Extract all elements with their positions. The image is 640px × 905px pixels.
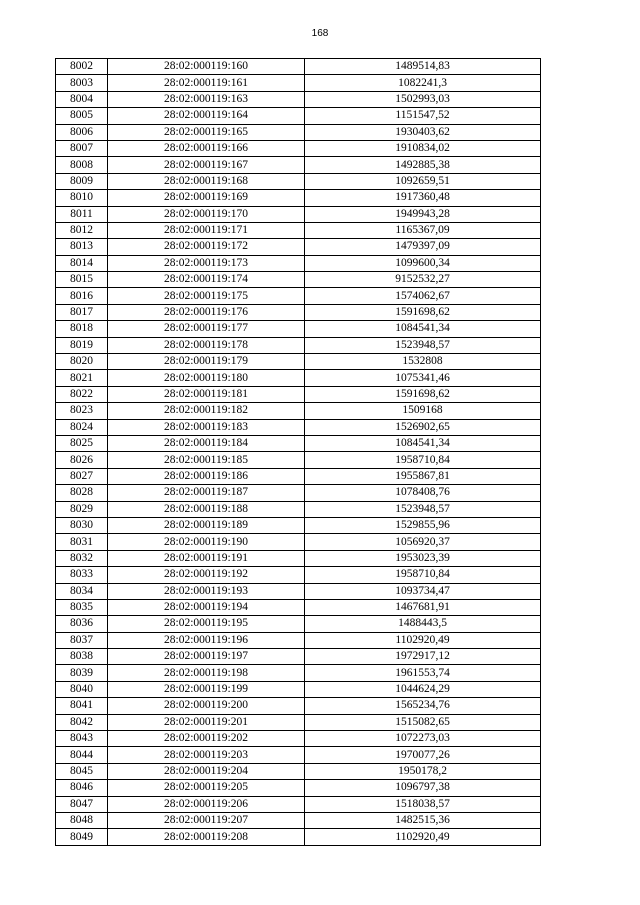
table-row	[56, 435, 541, 451]
row-number-cell: 8013	[56, 239, 108, 255]
value-cell: 1972917,12	[305, 649, 541, 665]
table-row	[56, 534, 541, 550]
row-number-cell: 8009	[56, 173, 108, 189]
row-number-cell: 8012	[56, 222, 108, 238]
value-cell: 1492885,38	[305, 157, 541, 173]
cadastral-number-cell: 28:02:000119:173	[108, 255, 305, 271]
cadastral-number-cell: 28:02:000119:192	[108, 567, 305, 583]
table-row	[56, 419, 541, 435]
table-row	[56, 665, 541, 681]
value-cell: 1591698,62	[305, 386, 541, 402]
value-cell: 1165367,09	[305, 222, 541, 238]
value-cell: 1532808	[305, 354, 541, 370]
cadastral-number-cell: 28:02:000119:195	[108, 616, 305, 632]
row-number-cell: 8036	[56, 616, 108, 632]
table-row	[56, 75, 541, 91]
cadastral-number-cell: 28:02:000119:206	[108, 796, 305, 812]
row-number-cell: 8031	[56, 534, 108, 550]
cadastral-number-cell: 28:02:000119:169	[108, 190, 305, 206]
cadastral-number-cell: 28:02:000119:202	[108, 731, 305, 747]
cadastral-number-cell: 28:02:000119:183	[108, 419, 305, 435]
value-cell: 9152532,27	[305, 272, 541, 288]
table-row	[56, 649, 541, 665]
cadastral-number-cell: 28:02:000119:175	[108, 288, 305, 304]
row-number-cell: 8005	[56, 108, 108, 124]
value-cell: 1950178,2	[305, 763, 541, 779]
row-number-cell: 8037	[56, 632, 108, 648]
table-row	[56, 321, 541, 337]
value-cell: 1523948,57	[305, 337, 541, 353]
cadastral-number-cell: 28:02:000119:174	[108, 272, 305, 288]
cadastral-number-cell: 28:02:000119:194	[108, 599, 305, 615]
value-cell: 1482515,36	[305, 812, 541, 828]
table-row	[56, 616, 541, 632]
value-cell: 1515082,65	[305, 714, 541, 730]
cadastral-number-cell: 28:02:000119:204	[108, 763, 305, 779]
cadastral-number-cell: 28:02:000119:180	[108, 370, 305, 386]
row-number-cell: 8046	[56, 780, 108, 796]
value-cell: 1479397,09	[305, 239, 541, 255]
cadastral-number-cell: 28:02:000119:170	[108, 206, 305, 222]
value-cell: 1529855,96	[305, 517, 541, 533]
cadastral-number-cell: 28:02:000119:160	[108, 59, 305, 75]
value-cell: 1084541,34	[305, 321, 541, 337]
value-cell: 1565234,76	[305, 698, 541, 714]
cadastral-number-cell: 28:02:000119:203	[108, 747, 305, 763]
row-number-cell: 8040	[56, 681, 108, 697]
value-cell: 1958710,84	[305, 452, 541, 468]
table-row	[56, 583, 541, 599]
value-cell: 1509168	[305, 403, 541, 419]
table-row	[56, 304, 541, 320]
row-number-cell: 8015	[56, 272, 108, 288]
table-row	[56, 59, 541, 75]
row-number-cell: 8048	[56, 812, 108, 828]
table-row	[56, 370, 541, 386]
cadastral-number-cell: 28:02:000119:199	[108, 681, 305, 697]
cadastral-number-cell: 28:02:000119:172	[108, 239, 305, 255]
value-cell: 1955867,81	[305, 468, 541, 484]
row-number-cell: 8041	[56, 698, 108, 714]
cadastral-number-cell: 28:02:000119:168	[108, 173, 305, 189]
value-cell: 1953023,39	[305, 550, 541, 566]
parcel-table	[55, 58, 541, 846]
row-number-cell: 8007	[56, 140, 108, 156]
value-cell: 1075341,46	[305, 370, 541, 386]
value-cell: 1056920,37	[305, 534, 541, 550]
table-row	[56, 501, 541, 517]
cadastral-number-cell: 28:02:000119:163	[108, 91, 305, 107]
table-row	[56, 731, 541, 747]
cadastral-number-cell: 28:02:000119:201	[108, 714, 305, 730]
table-body	[56, 59, 541, 846]
row-number-cell: 8023	[56, 403, 108, 419]
row-number-cell: 8034	[56, 583, 108, 599]
row-number-cell: 8016	[56, 288, 108, 304]
cadastral-number-cell: 28:02:000119:184	[108, 435, 305, 451]
cadastral-number-cell: 28:02:000119:161	[108, 75, 305, 91]
row-number-cell: 8010	[56, 190, 108, 206]
table-row	[56, 386, 541, 402]
row-number-cell: 8019	[56, 337, 108, 353]
value-cell: 1102920,49	[305, 632, 541, 648]
value-cell: 1961553,74	[305, 665, 541, 681]
table-row	[56, 206, 541, 222]
row-number-cell: 8018	[56, 321, 108, 337]
table-row	[56, 272, 541, 288]
value-cell: 1523948,57	[305, 501, 541, 517]
row-number-cell: 8047	[56, 796, 108, 812]
table-row	[56, 337, 541, 353]
value-cell: 1910834,02	[305, 140, 541, 156]
cadastral-number-cell: 28:02:000119:191	[108, 550, 305, 566]
table-row	[56, 632, 541, 648]
row-number-cell: 8004	[56, 91, 108, 107]
row-number-cell: 8026	[56, 452, 108, 468]
table-row	[56, 124, 541, 140]
cadastral-number-cell: 28:02:000119:193	[108, 583, 305, 599]
cadastral-number-cell: 28:02:000119:165	[108, 124, 305, 140]
row-number-cell: 8024	[56, 419, 108, 435]
value-cell: 1096797,38	[305, 780, 541, 796]
row-number-cell: 8025	[56, 435, 108, 451]
row-number-cell: 8044	[56, 747, 108, 763]
cadastral-number-cell: 28:02:000119:197	[108, 649, 305, 665]
table-row	[56, 517, 541, 533]
value-cell: 1093734,47	[305, 583, 541, 599]
table-row	[56, 485, 541, 501]
cadastral-number-cell: 28:02:000119:187	[108, 485, 305, 501]
table-row	[56, 239, 541, 255]
cadastral-number-cell: 28:02:000119:188	[108, 501, 305, 517]
row-number-cell: 8049	[56, 829, 108, 845]
table-row	[56, 567, 541, 583]
table-row	[56, 403, 541, 419]
table-row	[56, 812, 541, 828]
table-row	[56, 354, 541, 370]
cadastral-number-cell: 28:02:000119:166	[108, 140, 305, 156]
cadastral-number-cell: 28:02:000119:182	[108, 403, 305, 419]
row-number-cell: 8020	[56, 354, 108, 370]
row-number-cell: 8039	[56, 665, 108, 681]
value-cell: 1151547,52	[305, 108, 541, 124]
row-number-cell: 8003	[56, 75, 108, 91]
row-number-cell: 8045	[56, 763, 108, 779]
row-number-cell: 8043	[56, 731, 108, 747]
table-row	[56, 763, 541, 779]
cadastral-number-cell: 28:02:000119:171	[108, 222, 305, 238]
table-row	[56, 190, 541, 206]
table-row	[56, 108, 541, 124]
value-cell: 1072273,03	[305, 731, 541, 747]
row-number-cell: 8017	[56, 304, 108, 320]
row-number-cell: 8042	[56, 714, 108, 730]
row-number-cell: 8006	[56, 124, 108, 140]
cadastral-number-cell: 28:02:000119:178	[108, 337, 305, 353]
cadastral-number-cell: 28:02:000119:176	[108, 304, 305, 320]
table-row	[56, 173, 541, 189]
table-row	[56, 91, 541, 107]
row-number-cell: 8029	[56, 501, 108, 517]
row-number-cell: 8002	[56, 59, 108, 75]
value-cell: 1082241,3	[305, 75, 541, 91]
value-cell: 1949943,28	[305, 206, 541, 222]
row-number-cell: 8014	[56, 255, 108, 271]
value-cell: 1591698,62	[305, 304, 541, 320]
row-number-cell: 8033	[56, 567, 108, 583]
value-cell: 1917360,48	[305, 190, 541, 206]
table-row	[56, 829, 541, 845]
cadastral-number-cell: 28:02:000119:189	[108, 517, 305, 533]
row-number-cell: 8038	[56, 649, 108, 665]
table-row	[56, 255, 541, 271]
row-number-cell: 8027	[56, 468, 108, 484]
cadastral-number-cell: 28:02:000119:181	[108, 386, 305, 402]
cadastral-number-cell: 28:02:000119:179	[108, 354, 305, 370]
table-row	[56, 796, 541, 812]
cadastral-number-cell: 28:02:000119:185	[108, 452, 305, 468]
table-row	[56, 140, 541, 156]
value-cell: 1930403,62	[305, 124, 541, 140]
table-row	[56, 698, 541, 714]
value-cell: 1488443,5	[305, 616, 541, 632]
table-row	[56, 747, 541, 763]
table-row	[56, 452, 541, 468]
table-row	[56, 222, 541, 238]
value-cell: 1467681,91	[305, 599, 541, 615]
cadastral-number-cell: 28:02:000119:200	[108, 698, 305, 714]
table-row	[56, 681, 541, 697]
value-cell: 1526902,65	[305, 419, 541, 435]
value-cell: 1084541,34	[305, 435, 541, 451]
value-cell: 1958710,84	[305, 567, 541, 583]
row-number-cell: 8021	[56, 370, 108, 386]
value-cell: 1970077,26	[305, 747, 541, 763]
table-row	[56, 780, 541, 796]
page-number: 168	[311, 28, 329, 39]
value-cell: 1518038,57	[305, 796, 541, 812]
table-row	[56, 288, 541, 304]
value-cell: 1502993,03	[305, 91, 541, 107]
table-row	[56, 157, 541, 173]
cadastral-number-cell: 28:02:000119:177	[108, 321, 305, 337]
value-cell: 1102920,49	[305, 829, 541, 845]
row-number-cell: 8022	[56, 386, 108, 402]
cadastral-number-cell: 28:02:000119:208	[108, 829, 305, 845]
table-row	[56, 599, 541, 615]
row-number-cell: 8032	[56, 550, 108, 566]
value-cell: 1044624,29	[305, 681, 541, 697]
cadastral-number-cell: 28:02:000119:196	[108, 632, 305, 648]
value-cell: 1092659,51	[305, 173, 541, 189]
row-number-cell: 8008	[56, 157, 108, 173]
table-row	[56, 714, 541, 730]
value-cell: 1574062,67	[305, 288, 541, 304]
row-number-cell: 8030	[56, 517, 108, 533]
cadastral-number-cell: 28:02:000119:198	[108, 665, 305, 681]
value-cell: 1078408,76	[305, 485, 541, 501]
cadastral-number-cell: 28:02:000119:190	[108, 534, 305, 550]
cadastral-number-cell: 28:02:000119:167	[108, 157, 305, 173]
row-number-cell: 8028	[56, 485, 108, 501]
cadastral-number-cell: 28:02:000119:186	[108, 468, 305, 484]
row-number-cell: 8011	[56, 206, 108, 222]
cadastral-number-cell: 28:02:000119:205	[108, 780, 305, 796]
cadastral-number-cell: 28:02:000119:207	[108, 812, 305, 828]
table-row	[56, 550, 541, 566]
value-cell: 1489514,83	[305, 59, 541, 75]
cadastral-number-cell: 28:02:000119:164	[108, 108, 305, 124]
value-cell: 1099600,34	[305, 255, 541, 271]
row-number-cell: 8035	[56, 599, 108, 615]
table-row	[56, 468, 541, 484]
